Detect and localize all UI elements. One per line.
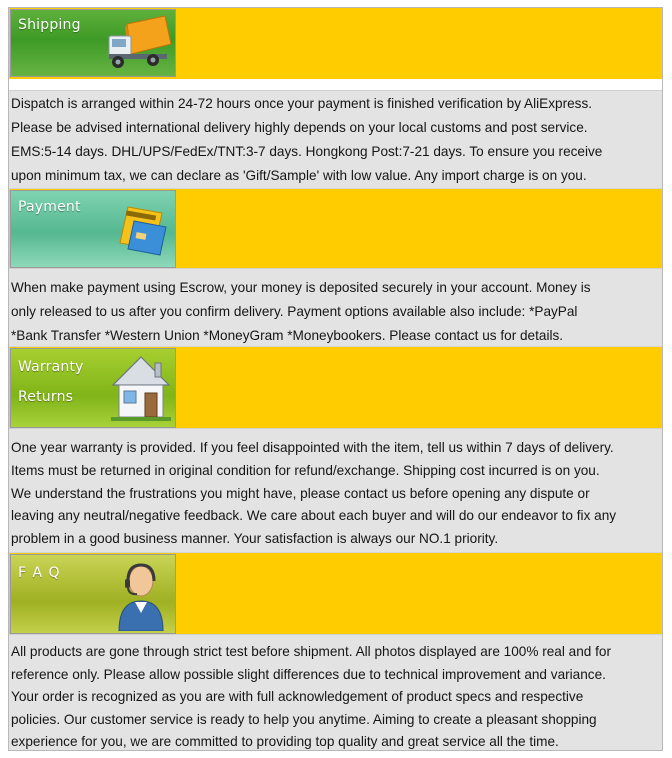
shipping-title: Shipping xyxy=(18,17,81,33)
faq-banner xyxy=(10,554,176,634)
warranty-line: We understand the frustrations you might have, please contact us before opening any dispute or xyxy=(11,485,590,501)
faq-line: Your order is recognized as you are with full acknowledgement of product specs and respective xyxy=(11,689,584,705)
warranty-line: Items must be returned in original condition for refund/exchange. Shipping cost incurred is on you. xyxy=(11,462,600,478)
payment-banner xyxy=(10,190,176,268)
warranty-line: One year warranty is provided. If you feel disappointed with the item, tell us within 7 days of delivery. xyxy=(11,440,614,455)
shipping-line: Please be advised international delivery highly depends on your local customs and post service. xyxy=(11,120,588,135)
credit-card-icon xyxy=(114,203,170,259)
shipping-banner xyxy=(10,9,176,77)
payment-line: only released to us after you confirm delivery. Payment options available also include: *PayPal xyxy=(11,304,578,319)
shipping-header-band xyxy=(9,8,662,79)
payment-title: Payment xyxy=(18,199,81,215)
faq-line: policies. Our customer service is ready to help you anytime. Aiming to create a pleasant shopping xyxy=(11,711,597,727)
payment-header-band xyxy=(9,188,662,269)
returns-title: Returns xyxy=(18,389,74,405)
delivery-truck-icon xyxy=(105,14,173,72)
faq-title: F A Q xyxy=(18,565,61,581)
store-policy-panel xyxy=(8,7,663,751)
house-icon xyxy=(111,355,171,421)
faq-line: All products are gone through strict test before shipment. All photos displayed are 100% real and for xyxy=(11,644,611,659)
payment-line: When make payment using Escrow, your money is deposited securely in your account. Money is xyxy=(11,280,591,295)
shipping-line: upon minimum tax, we can declare as 'Gift/Sample' with low value. Any import charge is on you. xyxy=(11,168,587,183)
shipping-text xyxy=(9,90,662,188)
support-agent-icon xyxy=(115,561,167,631)
faq-line: reference only. Please allow possible slight differences due to technical improvement and variance. xyxy=(11,666,606,682)
warranty-title: Warranty xyxy=(18,359,84,375)
payment-text xyxy=(9,268,662,346)
warranty-line: leaving any neutral/negative feedback. We care about each buyer and will do our endeavor to fix any xyxy=(11,508,617,524)
shipping-line: Dispatch is arranged within 24-72 hours once your payment is finished verification by AliExpress. xyxy=(11,96,593,111)
warranty-header-band xyxy=(9,346,662,429)
warranty-banner xyxy=(10,348,176,428)
faq-line: experience for you, we are committed to providing top quality and great service all the time. xyxy=(11,734,559,750)
shipping-line: EMS:5-14 days. DHL/UPS/FedEx/TNT:3-7 days. Hongkong Post:7-21 days. To ensure you receive xyxy=(11,144,603,159)
warranty-line: problem in a good business manner. Your satisfaction is always our NO.1 priority. xyxy=(11,531,499,547)
warranty-text xyxy=(9,428,662,552)
payment-line: *Bank Transfer *Western Union *MoneyGram *Moneybookers. Please contact us for details. xyxy=(11,328,564,343)
faq-text xyxy=(9,634,662,750)
faq-header-band xyxy=(9,552,662,635)
